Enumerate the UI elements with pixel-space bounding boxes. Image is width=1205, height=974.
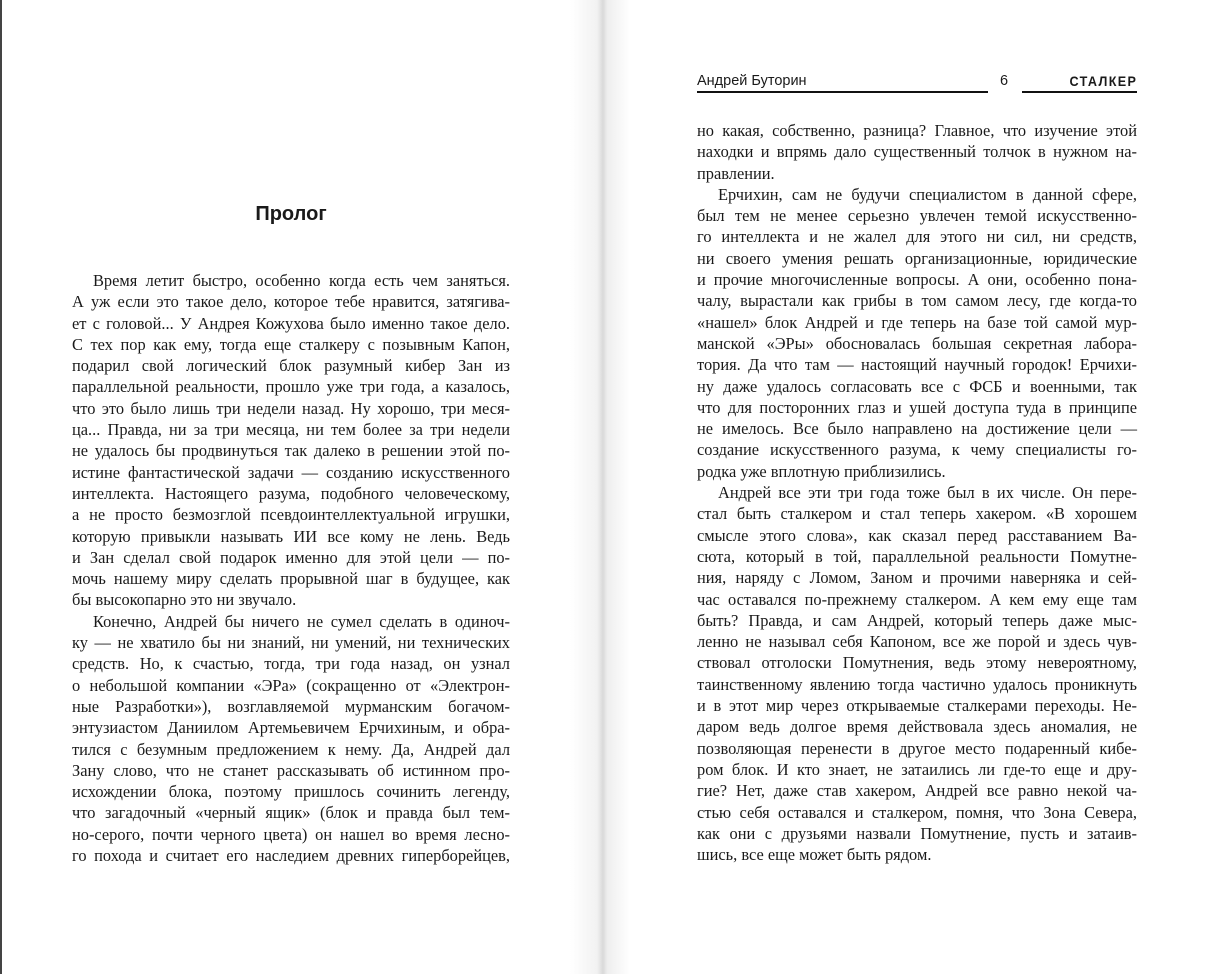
text-line: Ерчихин, сам не будучи специалистом в данной сфере, xyxy=(718,184,1137,204)
text-line: и в этот мир через открываемые сталкерами переходы. Не- xyxy=(697,696,1137,716)
header-rule xyxy=(1022,91,1137,93)
text-line: правлении. xyxy=(697,163,775,183)
text-line: позволяющая перенести в другое место подаренный кибе- xyxy=(697,738,1137,758)
text-line: истине фантастической задачи — созданию искусственного xyxy=(72,462,510,482)
text-line: подарил свой логический блок разумный кибер Зан из xyxy=(72,356,510,376)
text-line: гие? Нет, даже став хакером, Андрей все равно некой ча- xyxy=(697,781,1137,801)
text-line: «нашел» блок Андрей и где теперь на базе той самой мур- xyxy=(697,312,1137,332)
text-line: А уж если это такое дело, которое тебе нравится, затягива- xyxy=(72,292,510,312)
text-line: не имелось. Все было направлено на достижение цели — xyxy=(697,419,1137,439)
text-line: тился с безумным предложением к нему. Да, Андрей дал xyxy=(72,739,510,759)
text-line: о небольшой компании «ЭРа» (сокращенно от «Электрон- xyxy=(72,675,510,695)
text-line: что для посторонних глаз и ушей доступа туда в принципе xyxy=(697,397,1137,417)
text-line: стал быть сталкером и стал теперь хакером. «В хорошем xyxy=(697,504,1137,524)
text-line: как они с друзьями назвали Помутнение, пусть и затаив- xyxy=(697,823,1137,843)
text-line: ные Разработки»), возглавляемой мурманским богачом- xyxy=(72,696,510,716)
text-line: а не просто безмозглой псевдоинтеллектуальной игрушки, xyxy=(72,505,510,525)
paragraph xyxy=(72,270,510,611)
text-line: интеллекта. Настоящего разума, подобного человеческому, xyxy=(72,483,510,503)
text-line: ленно не называл себя Капоном, все же порой и здесь чув- xyxy=(697,632,1137,652)
header-rule xyxy=(697,91,988,93)
text-line: что это было лишь три недели назад. Ну хорошо, три меся- xyxy=(72,398,510,418)
text-line: шись, все еще может быть рядом. xyxy=(697,845,932,865)
text-line: параллельной реальности, прошло уже три года, а казалось, xyxy=(72,377,510,397)
text-line: ну даже удалось согласовать все с ФСБ и военными, так xyxy=(697,376,1137,396)
text-line: Конечно, Андрей бы ничего не сумел сделать в одиноч- xyxy=(93,611,510,631)
page-number: 6 xyxy=(1000,73,1009,89)
text-line: Время летит быстро, особенно когда есть чем заняться. xyxy=(93,271,510,290)
text-line: ни своего умения решать организационные, юридические xyxy=(697,248,1137,268)
text-line: но какая, собственно, разница? Главное, что изучение этой xyxy=(697,121,1137,140)
text-line: ку — не хватило бы ни знаний, ни умений, ни технических xyxy=(72,633,510,653)
text-line: С тех пор как ему, тогда еще сталкеру с позывным Капон, xyxy=(72,334,510,354)
text-line: родка уже вплотную приблизились. xyxy=(697,461,946,481)
text-line: таинственному явлению тогда частично удалось проникнуть xyxy=(697,674,1137,694)
text-line: средств. Но, к счастью, тогда, три года назад, он узнал xyxy=(72,654,510,674)
paragraph xyxy=(697,482,1137,865)
text-line: но-серого, почти черного цвета) он нашел во время лесно- xyxy=(72,824,510,844)
text-line: энтузиастом Даниилом Артемьевичем Ерчихиным, и обра- xyxy=(72,718,510,738)
text-line: быть? Правда, и сам Андрей, который теперь даже мыс- xyxy=(697,610,1137,630)
text-line: смысле этого слова», как сказал перед расставанием Ва- xyxy=(697,525,1137,545)
text-line: го похода и считает его наследием древних гиперборейцев, xyxy=(72,846,510,866)
paragraph xyxy=(697,120,1137,184)
text-line: стью себя оставался и сталкером, помня, что Зона Севера, xyxy=(697,802,1137,822)
text-line: бы высокопарно это ни звучало. xyxy=(72,590,297,610)
text-line: создание искусственного разума, к чему специалисты го- xyxy=(697,440,1137,460)
text-line: ца... Правда, ни за три месяца, ни тем более за три недели xyxy=(72,420,510,440)
text-line: ствовал отголоски Помутнения, ведь этому невероятному, xyxy=(697,653,1137,673)
text-line: и Зан сделал свой подарок именно для этой цели — по- xyxy=(72,547,510,567)
right-page-text xyxy=(697,120,1137,865)
chapter-title: Пролог xyxy=(255,203,327,225)
book-gutter xyxy=(570,0,630,974)
text-line: которую привыкли называть ИИ все кому не лень. Ведь xyxy=(72,526,510,546)
left-page-text xyxy=(72,270,510,866)
text-line: час оставался по-прежнему сталкером. А кем ему еще там xyxy=(697,589,1137,609)
text-line: что загадочный «черный ящик» (блок и правда был тем- xyxy=(72,803,510,823)
text-line: го интеллекта и не жалел для этого ни сил, ни средств, xyxy=(697,227,1137,247)
text-line: мочь нашему миру сделать прорывной шаг в будущее, как xyxy=(72,569,510,589)
text-line: исхождении блока, поэтому пришлось сочинить легенду, xyxy=(72,782,510,802)
text-line: тория. Да что там — настоящий научный городок! Ерчихи- xyxy=(697,355,1137,375)
running-header-author: Андрей Буторин xyxy=(697,73,807,89)
text-line: даром ведь долгое время действовала здесь аномалия, не xyxy=(697,717,1137,737)
text-line: ет с головой... У Андрея Кожухова было именно такое дело. xyxy=(72,313,510,333)
text-line: сюта, который в той, параллельной реальности Помутне- xyxy=(697,546,1137,566)
running-header-series: СТАЛКЕР xyxy=(1069,73,1137,89)
paragraph xyxy=(72,611,510,867)
text-line: чалу, вырастали как грибы в том самом лесу, где когда-то xyxy=(697,291,1137,311)
text-line: был тем не менее серьезно увлечен темой искусственно- xyxy=(697,206,1137,226)
paragraph xyxy=(697,184,1137,482)
text-line: ром блок. И кто знает, не затаились ли где-то еще и дру- xyxy=(697,759,1137,779)
text-line: ния, наряду с Ломом, Заном и прочими наверняка и сей- xyxy=(697,568,1137,588)
text-line: манской «ЭРы» обосновалась большая секретная лабора- xyxy=(697,333,1137,353)
page-edge xyxy=(0,0,2,974)
text-line: и прочие многочисленные вопросы. А они, особенно пона- xyxy=(697,270,1137,290)
text-line: Зану слово, что не станет рассказывать об истинном про- xyxy=(72,760,510,780)
text-line: Андрей все эти три года тоже был в их числе. Он пере- xyxy=(718,483,1137,503)
text-line: не удалось бы продвинуться так далеко в решении этой по- xyxy=(72,441,510,461)
text-line: находки и впрямь дало существенный толчок в нужном на- xyxy=(697,142,1137,162)
